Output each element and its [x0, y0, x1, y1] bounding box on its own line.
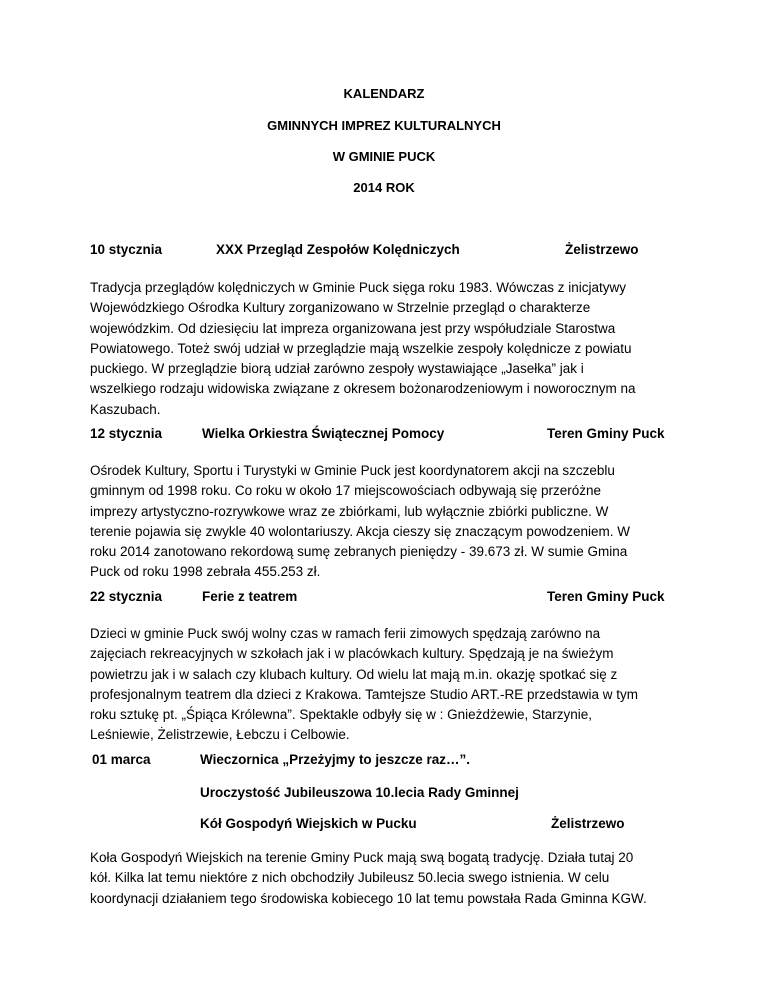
event-title: Ferie z teatrem: [202, 589, 298, 604]
text-line: terenie pojawia się zwykle 40 wolontariuszy. Akcja cieszy się znaczącym powodzeniem. W: [90, 523, 630, 539]
event-title: Wieczornica „Przeżyjmy to jeszcze raz…”.: [200, 752, 470, 767]
text-line: Kaszubach.: [90, 401, 161, 417]
event-heading: [90, 242, 680, 260]
text-line: Wojewódzkiego Ośrodka Kultury zorganizowano w Strzelnie przegląd o charakterze: [90, 300, 591, 316]
text-line: Dzieci w gminie Puck swój wolny czas w ramach ferii zimowych spędzają zarówno na: [90, 626, 601, 641]
event-heading: [90, 752, 680, 770]
text-line: imprezy artystyczno-rozrywkowe wraz ze zbiórkami, lub wyłącznie zbiórki publiczne. W: [90, 503, 609, 519]
text-line: Koła Gospodyń Wiejskich na terenie Gminy Puck mają swą bogatą tradycję. Działa tutaj 20: [90, 850, 634, 865]
event-subtitle-2: Kół Gospodyń Wiejskich w Pucku: [200, 816, 417, 831]
text-line: Puck od roku 1998 zebrała 455.253 zł.: [90, 564, 321, 580]
event-place: Żelistrzewo: [551, 816, 625, 831]
event-date: 10 stycznia: [90, 242, 163, 257]
event-heading: [90, 426, 680, 444]
text-line: wojewódzkim. Od dziesięciu lat impreza organizowana jest przy współudziale Starostwa: [90, 320, 616, 336]
event-subtitle: Uroczystość Jubileuszowa 10.lecia Rady Gminnej: [200, 785, 519, 800]
event-date: 01 marca: [92, 752, 151, 767]
text-line: zajęciach rekreacyjnych w szkołach jak i w placówkach kultury. Spędzają je na świeżym: [90, 646, 614, 662]
text-line: koordynacji działaniem tego środowiska kobiecego 10 lat temu powstała Rada Gminna KGW.: [90, 890, 647, 906]
event-place: Żelistrzewo: [565, 242, 639, 257]
text-line: profesjonalnym teatrem dla dzieci z Krakowa. Tamtejsze Studio ART.-RE przedstawia w tym: [90, 686, 638, 702]
text-line: puckiego. W przeglądzie biorą udział zarówno zespoły wystawiające „Jasełka” jak i: [90, 361, 584, 377]
text-line: roku sztukę pt. „Śpiąca Królewna”. Spektakle odbyły się w : Gnieżdżewie, Starzynie,: [90, 707, 592, 723]
text-line: powietrzu jak i w salach czy klubach kultury. Od wielu lat mają m.in. okazję spotkać się z: [90, 666, 618, 682]
event-description: [90, 624, 682, 746]
text-line: kół. Kilka lat temu niektóre z nich obchodziły Jubileusz 50.lecia swego istnienia. W celu: [90, 870, 610, 886]
event-date: 22 stycznia: [90, 589, 163, 604]
event-description: [90, 278, 682, 420]
event-place: Teren Gminy Puck: [547, 589, 665, 604]
text-line: Leśniewie, Żelistrzewie, Łebczu i Celbowie.: [90, 727, 350, 743]
document-title: KALENDARZ: [343, 86, 425, 101]
document-year: 2014 ROK: [353, 180, 415, 195]
text-line: roku 2014 zanotowano rekordową sumę zebranych pieniędzy - 39.673 zł. W sumie Gmina: [90, 544, 628, 560]
event-date: 12 stycznia: [90, 426, 163, 441]
text-line: wszelkiego rodzaju widowiska związane z okresem bożonarodzeniowym i noworocznym na: [90, 381, 636, 397]
event-heading: [90, 589, 680, 607]
event-title: XXX Przegląd Zespołów Kolędniczych: [216, 242, 460, 257]
event-description: [90, 848, 682, 909]
event-description: [90, 461, 682, 583]
event-place: Teren Gminy Puck: [547, 426, 665, 441]
text-line: gminnym od 1998 roku. Co roku w około 17 miejscowościach odbywają się przeróżne: [90, 483, 602, 499]
document-location: W GMINIE PUCK: [332, 149, 436, 164]
document-subtitle: GMINNYCH IMPREZ KULTURALNYCH: [267, 118, 501, 133]
text-line: Powiatowego. Toteż swój udział w przeglądzie mają wszelkie zespoły kolędnicze z powiatu: [90, 340, 632, 356]
text-line: Tradycja przeglądów kolędniczych w Gminie Puck sięga roku 1983. Wówczas z inicjatywy: [90, 280, 626, 295]
event-title: Wielka Orkiestra Świątecznej Pomocy: [202, 426, 445, 441]
text-line: Ośrodek Kultury, Sportu i Turystyki w Gminie Puck jest koordynatorem akcji na szczeblu: [90, 463, 615, 478]
